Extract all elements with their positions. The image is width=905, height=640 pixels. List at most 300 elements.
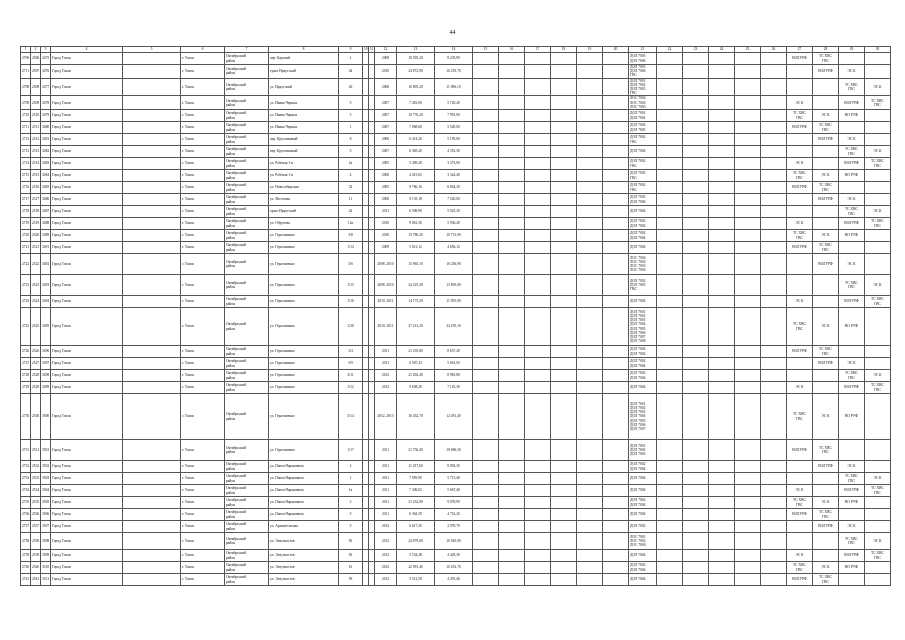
table-cell	[813, 370, 839, 382]
table-cell: Октябрьский район	[225, 254, 269, 275]
table-cell: 2012, 2013	[375, 394, 397, 440]
table-cell: Октябрьский район	[225, 473, 269, 485]
table-row	[21, 461, 891, 473]
table-cell	[683, 218, 709, 230]
table-cell	[473, 308, 499, 346]
table-cell: 10 686,30	[435, 440, 473, 461]
table-cell: 2 970,70	[435, 521, 473, 533]
table-row	[21, 194, 891, 206]
table-cell: 3479	[41, 110, 51, 122]
table-cell: 3481	[41, 134, 51, 146]
table-cell	[865, 562, 891, 574]
table-cell: г. Томск	[181, 110, 225, 122]
table-cell: 2011	[375, 497, 397, 509]
table-cell: 2012	[375, 370, 397, 382]
table-cell: ТС ХВС ГВС	[865, 218, 891, 230]
table-cell: Город Томск	[51, 485, 123, 497]
table-cell	[499, 308, 525, 346]
table-cell: 3508	[41, 533, 51, 550]
table-cell	[735, 146, 761, 158]
table-cell: 6 587,43	[397, 358, 435, 370]
table-cell: 7 306,02	[397, 485, 435, 497]
table-cell: 2010	[375, 65, 397, 79]
table-cell: ДОЛ 7004	[629, 550, 657, 562]
table-cell	[761, 308, 787, 346]
table-cell: 3/8	[339, 230, 363, 242]
table-row	[21, 146, 891, 158]
table-cell	[123, 275, 181, 296]
table-cell	[525, 53, 551, 65]
table-cell: 2а	[339, 158, 363, 170]
table-cell: 2736	[21, 509, 31, 521]
table-cell: г. Томск	[181, 78, 225, 96]
table-cell: 10 236,90	[435, 254, 473, 275]
table-cell	[761, 485, 787, 497]
table-cell: 42	[339, 206, 363, 218]
table-cell	[603, 242, 629, 254]
table-cell	[577, 96, 603, 110]
table-cell	[499, 230, 525, 242]
table-cell	[577, 394, 603, 440]
table-cell	[683, 230, 709, 242]
table-cell: 3477	[41, 78, 51, 96]
table-cell: ТС ХВС ГВС	[787, 110, 813, 122]
table-row	[21, 521, 891, 533]
table-cell: Октябрьский район	[225, 182, 269, 194]
table-cell: ДОЛ 7002 ГВС	[629, 158, 657, 170]
table-cell: 12а	[339, 218, 363, 230]
table-cell: ул. Герасименко	[269, 242, 339, 254]
table-cell: 3/9	[339, 358, 363, 370]
table-cell	[657, 65, 683, 79]
table-cell	[123, 78, 181, 96]
table-row	[21, 158, 891, 170]
table-cell	[499, 370, 525, 382]
table-cell	[577, 562, 603, 574]
table-cell	[577, 122, 603, 134]
column-header: 1	[21, 47, 31, 53]
table-cell	[683, 170, 709, 182]
table-cell: 3509	[41, 550, 51, 562]
table-cell: 4 429,30	[435, 550, 473, 562]
table-cell	[735, 296, 761, 308]
table-cell	[577, 461, 603, 473]
table-cell	[577, 182, 603, 194]
table-cell: Город Томск	[51, 275, 123, 296]
table-cell	[551, 473, 577, 485]
table-cell: Город Томск	[51, 65, 123, 79]
table-cell: ул. Павла Нарановича	[269, 473, 339, 485]
table-cell: 13 805,00	[435, 275, 473, 296]
table-cell: Город Томск	[51, 134, 123, 146]
table-cell	[603, 182, 629, 194]
table-cell	[683, 110, 709, 122]
table-cell	[577, 440, 603, 461]
table-cell	[603, 440, 629, 461]
table-cell	[551, 230, 577, 242]
table-cell	[577, 110, 603, 122]
table-cell	[657, 78, 683, 96]
table-cell: Город Томск	[51, 218, 123, 230]
table-cell	[577, 158, 603, 170]
table-cell: Октябрьский район	[225, 533, 269, 550]
table-cell: г. Томск	[181, 134, 225, 146]
table-cell: 5 720,20	[435, 96, 473, 110]
table-cell	[499, 65, 525, 79]
table-cell: 2006	[375, 78, 397, 96]
table-cell: г. Томск	[181, 296, 225, 308]
table-cell: 6 365,20	[397, 146, 435, 158]
table-cell: ул. Герасименко	[269, 370, 339, 382]
table-cell	[839, 182, 865, 194]
table-cell: Октябрьский район	[225, 382, 269, 394]
table-cell: 3488	[41, 218, 51, 230]
table-cell: г. Томск	[181, 461, 225, 473]
table-cell: 2723	[21, 275, 31, 296]
table-cell: 2510	[31, 110, 41, 122]
table-cell	[123, 473, 181, 485]
table-cell: ул. Энтузиастов	[269, 533, 339, 550]
table-cell: Город Томск	[51, 473, 123, 485]
column-header: 4	[51, 47, 123, 53]
table-cell: Город Томск	[51, 358, 123, 370]
table-cell	[525, 497, 551, 509]
table-cell: г. Томск	[181, 394, 225, 440]
table-cell: 10 595,20	[397, 53, 435, 65]
table-cell: 11 096,10	[435, 78, 473, 96]
column-header: 30	[865, 47, 891, 53]
table-cell	[657, 461, 683, 473]
table-cell: Октябрьский район	[225, 206, 269, 218]
table-cell: 5 713,40	[435, 473, 473, 485]
table-cell	[525, 394, 551, 440]
table-cell	[735, 550, 761, 562]
table-cell: 2725	[21, 308, 31, 346]
table-cell: 5 512,50	[397, 574, 435, 586]
table-cell	[839, 53, 865, 65]
table-cell	[551, 158, 577, 170]
table-cell	[603, 308, 629, 346]
table-cell: ДОЛ 7002 ДОЛ 7005 ГВС	[629, 275, 657, 296]
table-cell: ЭС К	[787, 550, 813, 562]
table-cell	[525, 78, 551, 96]
table-cell	[735, 382, 761, 394]
table-cell: ул. Герасименко	[269, 358, 339, 370]
table-cell: 3489	[41, 230, 51, 242]
table-cell	[735, 182, 761, 194]
table-cell: Город Томск	[51, 78, 123, 96]
table-cell: 2733	[21, 473, 31, 485]
table-cell	[577, 78, 603, 96]
table-cell	[551, 206, 577, 218]
table-cell: ЭС К	[839, 521, 865, 533]
table-cell: ТС ХВС ГВС	[813, 440, 839, 461]
table-cell	[577, 574, 603, 586]
table-cell	[839, 242, 865, 254]
table-cell: 2717	[21, 194, 31, 206]
table-row	[21, 550, 891, 562]
table-cell	[473, 65, 499, 79]
table-cell: ул. Герасименко	[269, 308, 339, 346]
table-cell: 7 401,00	[397, 96, 435, 110]
register-table	[20, 46, 891, 586]
table-cell	[603, 110, 629, 122]
table-cell	[525, 170, 551, 182]
table-cell	[123, 134, 181, 146]
table-cell	[551, 122, 577, 134]
table-cell	[123, 96, 181, 110]
table-cell	[603, 562, 629, 574]
table-cell: ул. Иркутский	[269, 78, 339, 96]
table-cell: ТС ХВС ГВС	[839, 370, 865, 382]
table-cell	[499, 170, 525, 182]
table-cell: ул. Энтузиастов	[269, 574, 339, 586]
table-row	[21, 275, 891, 296]
table-cell	[499, 550, 525, 562]
table-cell	[683, 194, 709, 206]
table-cell	[865, 122, 891, 134]
table-cell	[683, 473, 709, 485]
table-cell: 1	[339, 53, 363, 65]
table-cell: ул. Герасименко	[269, 440, 339, 461]
table-cell: г. Томск	[181, 96, 225, 110]
table-cell: 1/14	[339, 242, 363, 254]
table-cell: 2537	[31, 521, 41, 533]
table-cell	[761, 461, 787, 473]
table-cell: 2520	[31, 230, 41, 242]
table-cell	[551, 275, 577, 296]
table-cell: ВОЛУРФ	[787, 242, 813, 254]
table-cell: 5 667,40	[435, 485, 473, 497]
table-cell: Город Томск	[51, 254, 123, 275]
table-cell	[761, 158, 787, 170]
table-cell	[761, 254, 787, 275]
table-row	[21, 358, 891, 370]
table-cell: Город Томск	[51, 574, 123, 586]
table-cell: 3499	[41, 382, 51, 394]
table-cell: 2012	[375, 550, 397, 562]
table-cell: 9 061,30	[397, 218, 435, 230]
table-cell: 3487	[41, 206, 51, 218]
table-cell	[709, 122, 735, 134]
table-cell: 9 135,18	[397, 194, 435, 206]
table-cell: 1	[339, 122, 363, 134]
table-cell: 24 872,90	[397, 65, 435, 79]
table-cell: 14 175,20	[397, 296, 435, 308]
table-cell	[525, 461, 551, 473]
table-cell	[603, 461, 629, 473]
table-cell: 2509	[31, 96, 41, 110]
table-cell	[123, 394, 181, 440]
table-cell	[525, 296, 551, 308]
column-header: 23	[683, 47, 709, 53]
table-cell: ВОЛУРФ	[813, 134, 839, 146]
table-cell: 3 324,40	[435, 170, 473, 182]
table-cell: Город Томск	[51, 394, 123, 440]
table-cell: г. Томск	[181, 122, 225, 134]
table-cell: 3511	[41, 574, 51, 586]
table-cell: 3503	[41, 473, 51, 485]
table-cell: 63	[339, 550, 363, 562]
table-cell: 9 766,10	[397, 182, 435, 194]
table-cell: 3493	[41, 275, 51, 296]
table-cell: 2012	[375, 574, 397, 586]
table-cell: 27 213,20	[397, 308, 435, 346]
table-cell	[603, 394, 629, 440]
table-cell	[865, 53, 891, 65]
table-cell: 1/16	[339, 296, 363, 308]
table-cell	[761, 275, 787, 296]
column-header: 14	[435, 47, 473, 53]
table-cell	[551, 533, 577, 550]
table-cell: ул. Герасименко	[269, 296, 339, 308]
table-cell: 3484	[41, 170, 51, 182]
table-cell	[709, 485, 735, 497]
table-cell	[709, 158, 735, 170]
table-cell	[657, 394, 683, 440]
table-cell: 2722	[21, 254, 31, 275]
table-cell	[473, 574, 499, 586]
table-cell: 1а	[339, 485, 363, 497]
table-cell: 3	[339, 497, 363, 509]
table-cell: 2530	[31, 394, 41, 440]
table-cell: 6 617,20	[397, 521, 435, 533]
table-cell: 2726	[21, 346, 31, 358]
table-cell: 2730	[21, 394, 31, 440]
table-cell: 15 965,10	[397, 254, 435, 275]
table-cell: 2715	[21, 170, 31, 182]
table-cell	[577, 296, 603, 308]
table-cell: ЭС К	[865, 78, 891, 96]
table-cell: 2515	[31, 170, 41, 182]
table-cell: ТС ХВС ГВС	[787, 170, 813, 182]
table-cell: ДОЛ 7002 ГВС	[629, 182, 657, 194]
table-cell: г. Томск	[181, 574, 225, 586]
page-number: 44	[449, 30, 456, 36]
table-cell	[525, 509, 551, 521]
table-cell: 4	[339, 170, 363, 182]
table-row	[21, 473, 891, 485]
table-cell	[473, 473, 499, 485]
table-cell	[577, 230, 603, 242]
table-cell	[865, 308, 891, 346]
table-cell: ЭС К	[839, 461, 865, 473]
table-cell: г. Томск	[181, 254, 225, 275]
table-cell: ДОЛ 7004	[629, 509, 657, 521]
table-cell	[787, 370, 813, 382]
table-row	[21, 574, 891, 586]
table-cell: 2005	[375, 182, 397, 194]
table-cell: 2529	[31, 382, 41, 394]
table-cell	[551, 134, 577, 146]
table-cell: ДОЛ 7001 ДОЛ 7002 ДОЛ 7003 ДОЛ 7004 ДОЛ 7005 ДОЛ 7006 ДОЛ 7007	[629, 394, 657, 440]
table-cell: г. Томск	[181, 158, 225, 170]
column-header: 19	[577, 47, 603, 53]
table-cell	[787, 78, 813, 96]
table-cell	[603, 533, 629, 550]
table-row	[21, 370, 891, 382]
table-cell	[123, 533, 181, 550]
table-cell: 3/11	[339, 370, 363, 382]
table-cell	[551, 394, 577, 440]
table-cell	[525, 134, 551, 146]
table-cell	[865, 65, 891, 79]
column-header: 13	[397, 47, 435, 53]
table-cell	[761, 550, 787, 562]
table-cell	[683, 275, 709, 296]
table-cell: 2512	[31, 134, 41, 146]
table-cell: ЭС К	[787, 218, 813, 230]
table-cell	[551, 574, 577, 586]
table-cell: ВОЛУРФ	[813, 194, 839, 206]
table-cell: 4 656,12	[435, 242, 473, 254]
table-cell	[577, 521, 603, 533]
table-cell: 2518	[31, 206, 41, 218]
table-cell	[525, 370, 551, 382]
table-cell	[761, 53, 787, 65]
table-cell	[735, 194, 761, 206]
table-cell: ЭС К	[787, 485, 813, 497]
table-cell: ВОЛУРФ	[787, 122, 813, 134]
table-cell: Октябрьский район	[225, 122, 269, 134]
table-cell: г. Томск	[181, 230, 225, 242]
table-cell: Октябрьский район	[225, 521, 269, 533]
table-cell	[473, 242, 499, 254]
table-cell: 21 235,80	[397, 346, 435, 358]
table-row	[21, 346, 891, 358]
table-cell: 2007	[375, 146, 397, 158]
table-cell: 4 415,65	[397, 170, 435, 182]
table-cell: 5 936,20	[435, 218, 473, 230]
table-cell	[735, 461, 761, 473]
table-cell: 2738	[21, 533, 31, 550]
table-cell: ТС ХВС ГВС	[839, 146, 865, 158]
table-cell: Город Томск	[51, 461, 123, 473]
table-cell	[761, 370, 787, 382]
table-cell: ул. Новосибирская	[269, 182, 339, 194]
table-cell	[865, 170, 891, 182]
table-cell: ДОЛ 7005 ДОЛ 7006 ГВС	[629, 65, 657, 79]
table-cell: ВОЛУРФ	[839, 158, 865, 170]
table-cell	[525, 242, 551, 254]
table-cell: 2719	[21, 218, 31, 230]
table-cell: 3498	[41, 370, 51, 382]
table-cell: г. Томск	[181, 533, 225, 550]
table-cell	[123, 194, 181, 206]
table-cell	[813, 146, 839, 158]
table-cell	[577, 134, 603, 146]
table-cell	[603, 521, 629, 533]
table-cell	[123, 65, 181, 79]
table-cell: Октябрьский район	[225, 509, 269, 521]
table-cell: г. Томск	[181, 485, 225, 497]
table-cell	[123, 485, 181, 497]
table-cell: 5 661,92	[435, 358, 473, 370]
table-cell: 2737	[21, 521, 31, 533]
table-cell: 2708	[21, 78, 31, 96]
table-cell: ВОЛУРФ	[839, 550, 865, 562]
table-cell: 21 202,40	[397, 370, 435, 382]
table-cell	[683, 134, 709, 146]
table-cell: 11 237,60	[397, 461, 435, 473]
table-cell	[735, 230, 761, 242]
table-cell: ул. Павла Нарановича	[269, 509, 339, 521]
table-cell	[603, 122, 629, 134]
table-cell: ул. Обручева	[269, 218, 339, 230]
table-cell	[603, 206, 629, 218]
table-cell	[813, 96, 839, 110]
table-cell	[123, 562, 181, 574]
